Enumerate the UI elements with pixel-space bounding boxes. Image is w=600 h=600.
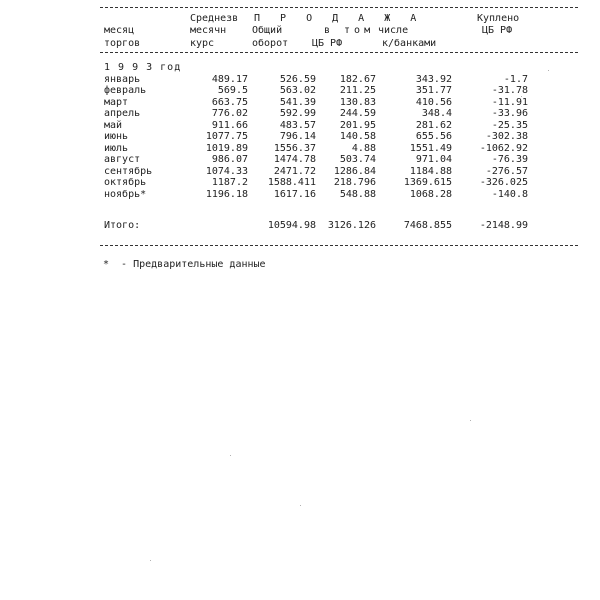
footnote: * - Предварительные данные xyxy=(103,259,266,270)
row-month: август xyxy=(104,154,141,166)
row-rate: 776.02 xyxy=(211,108,248,120)
row-bought: -33.96 xyxy=(491,108,528,120)
scan-speck xyxy=(230,455,231,456)
row-month: июнь xyxy=(104,131,129,143)
row-banks: 1184.88 xyxy=(409,165,452,177)
row-total: 1588.411 xyxy=(267,177,316,189)
row-rate: 489.17 xyxy=(211,74,248,85)
row-bought: -302.38 xyxy=(485,131,528,143)
header-bought-line2: ЦБ РФ xyxy=(482,25,513,36)
row-month: март xyxy=(104,96,129,108)
row-total: 1556.37 xyxy=(273,142,316,154)
row-rate: 986.07 xyxy=(211,154,248,166)
row-banks: 410.56 xyxy=(415,96,452,108)
header-total-line2: оборот xyxy=(252,38,289,49)
row-month: апрель xyxy=(104,108,141,120)
row-cb: 130.83 xyxy=(339,96,376,108)
row-total: 2471.72 xyxy=(273,165,316,177)
row-bought: -31.78 xyxy=(491,85,528,97)
row-bought: -140.8 xyxy=(491,188,528,200)
row-cb: 244.59 xyxy=(339,108,376,120)
header-incl-part1: в том xyxy=(324,25,375,36)
header-rate-line3: курс xyxy=(190,38,215,49)
row-banks: 351.77 xyxy=(415,85,452,97)
row-rate: 663.75 xyxy=(211,96,248,108)
row-rate: 1019.89 xyxy=(205,142,248,154)
header-rate-line1: Среднезв xyxy=(190,13,239,24)
header-banks: к/банками xyxy=(382,38,437,49)
row-banks: 655.56 xyxy=(415,131,452,143)
header-rule xyxy=(100,52,578,53)
row-cb: 182.67 xyxy=(339,74,376,85)
row-month: февраль xyxy=(104,85,147,97)
header-cb: ЦБ РФ xyxy=(312,38,343,49)
header-total-line1: Общий xyxy=(252,25,283,36)
row-banks: 348.4 xyxy=(421,108,452,120)
scan-speck xyxy=(548,70,549,71)
scan-speck xyxy=(150,560,151,561)
row-month: сентябрь xyxy=(104,165,153,177)
row-total: 796.14 xyxy=(279,131,316,143)
row-rate: 1187.2 xyxy=(211,177,248,189)
row-cb: 4.88 xyxy=(351,142,376,154)
row-total: 563.02 xyxy=(279,85,316,97)
scan-speck xyxy=(300,505,301,506)
row-total: 541.39 xyxy=(279,96,316,108)
row-bought: -11.91 xyxy=(491,96,528,108)
row-rate: 1196.18 xyxy=(205,188,248,200)
row-cb: 201.95 xyxy=(339,119,376,131)
top-rule xyxy=(100,7,578,8)
totals-label: Итого: xyxy=(104,220,141,231)
row-bought: -326.025 xyxy=(479,177,528,189)
row-rate: 1077.75 xyxy=(205,131,248,143)
totals-cb: 3126.126 xyxy=(327,220,376,231)
row-bought: -76.39 xyxy=(491,154,528,166)
row-month: май xyxy=(104,119,123,131)
header-sales-title: П Р О Д А Ж А xyxy=(254,13,424,24)
row-month: январь xyxy=(104,74,141,85)
row-bought: -1062.92 xyxy=(479,142,528,154)
row-cb: 140.58 xyxy=(339,131,376,143)
row-total: 526.59 xyxy=(279,74,316,85)
row-cb: 1286.84 xyxy=(333,165,376,177)
row-bought: -25.35 xyxy=(491,119,528,131)
row-month: июль xyxy=(104,142,129,154)
row-rate: 569.5 xyxy=(217,85,248,97)
row-total: 1474.78 xyxy=(273,154,316,166)
row-cb: 503.74 xyxy=(339,154,376,166)
header-bought-line1: Куплено xyxy=(477,13,520,24)
row-total: 592.99 xyxy=(279,108,316,120)
row-month: ноябрь* xyxy=(104,188,147,200)
row-total: 483.57 xyxy=(279,119,316,131)
row-rate: 911.66 xyxy=(211,119,248,131)
row-banks: 1369.615 xyxy=(403,177,452,189)
row-month: октябрь xyxy=(104,177,147,189)
row-cb: 211.25 xyxy=(339,85,376,97)
header-incl-part2: числе xyxy=(378,25,409,36)
row-banks: 281.62 xyxy=(415,119,452,131)
bottom-rule xyxy=(100,245,578,246)
row-cb: 218.796 xyxy=(333,177,376,189)
scan-speck xyxy=(521,96,522,97)
header-month-line1: месяц xyxy=(104,25,135,36)
header-rate-line2: месячн xyxy=(190,25,227,36)
row-bought: -1.7 xyxy=(503,74,528,85)
row-banks: 343.92 xyxy=(415,74,452,85)
row-cb: 548.88 xyxy=(339,188,376,200)
totals-banks: 7468.855 xyxy=(403,220,452,231)
row-banks: 971.04 xyxy=(415,154,452,166)
year-label: 1 9 9 3 год xyxy=(104,62,182,73)
row-rate: 1074.33 xyxy=(205,165,248,177)
scan-speck xyxy=(470,420,471,421)
row-banks: 1068.28 xyxy=(409,188,452,200)
totals-bought: -2148.99 xyxy=(479,220,528,231)
row-banks: 1551.49 xyxy=(409,142,452,154)
row-bought: -276.57 xyxy=(485,165,528,177)
header-month-line2: торгов xyxy=(104,38,141,49)
totals-total: 10594.98 xyxy=(267,220,316,231)
row-total: 1617.16 xyxy=(273,188,316,200)
